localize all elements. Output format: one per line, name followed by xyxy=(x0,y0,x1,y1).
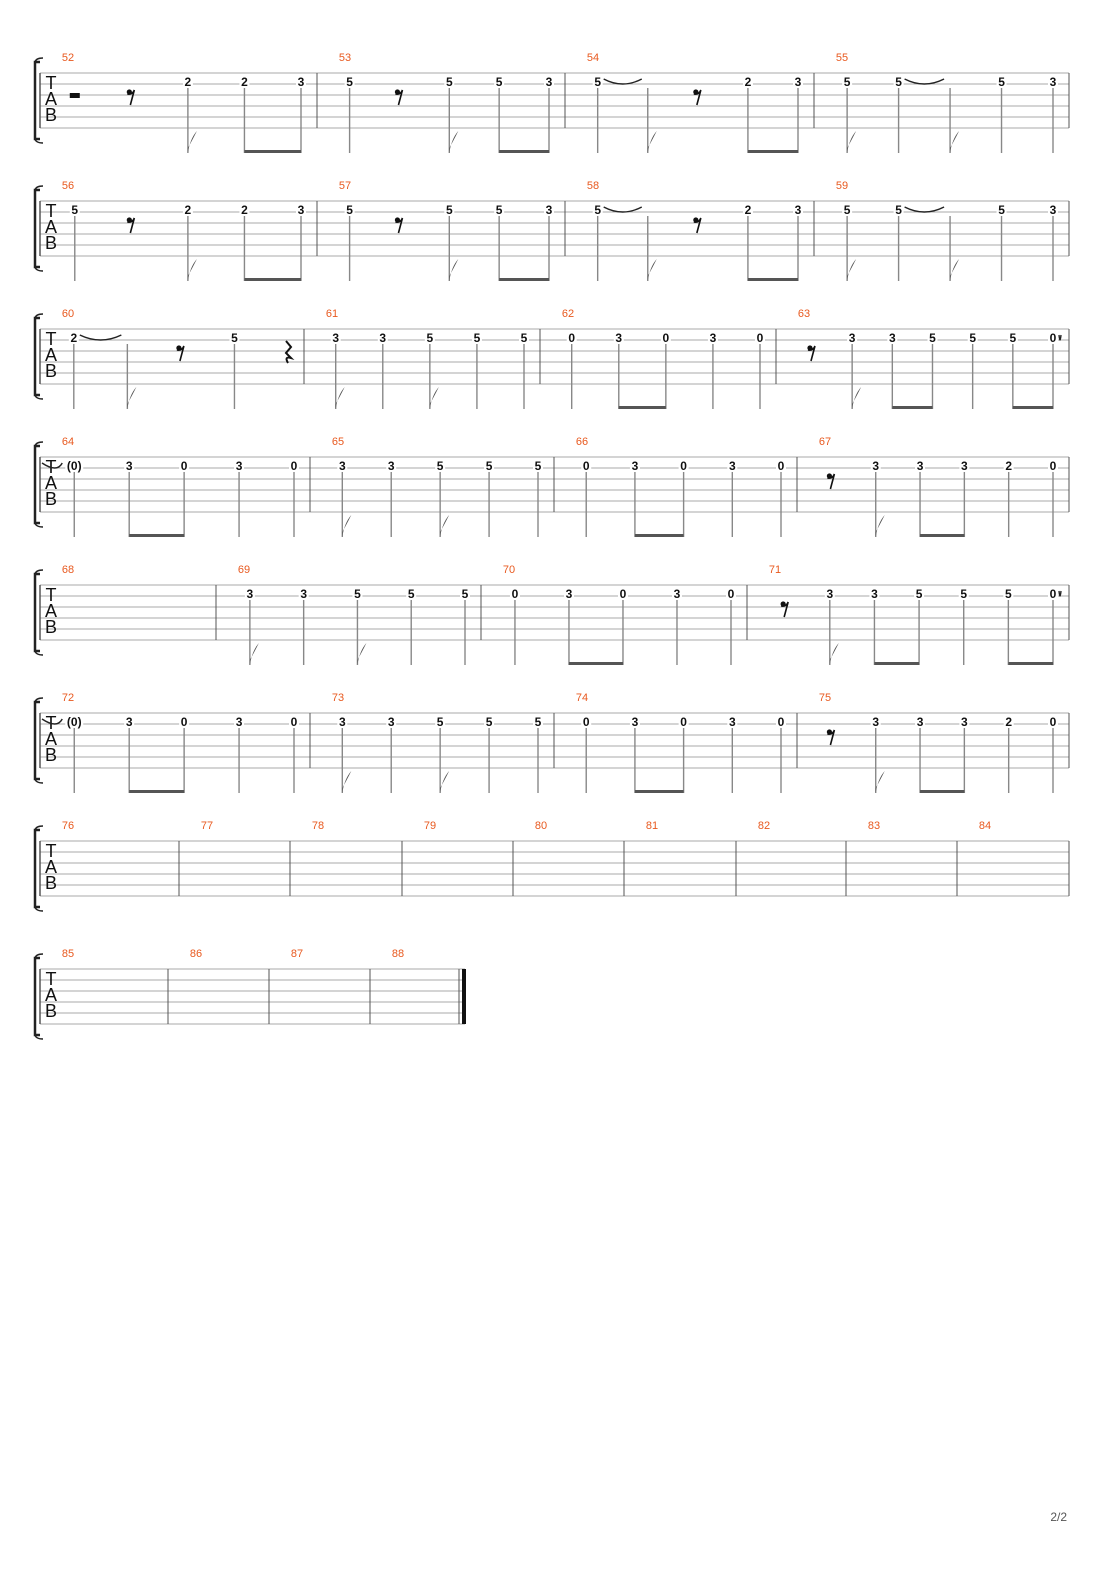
measure-number: 82 xyxy=(757,820,771,832)
tab-clef-letter: B xyxy=(44,745,58,765)
fret-number: 3 xyxy=(871,587,878,601)
fret-number: 3 xyxy=(545,203,553,217)
note-beam xyxy=(129,790,184,793)
fret-number: 2 xyxy=(184,75,192,89)
note-beam xyxy=(920,534,964,537)
note-flag xyxy=(830,643,839,665)
fret-number: (0) xyxy=(66,715,82,729)
measure-number: 85 xyxy=(61,948,75,960)
tie-arc xyxy=(604,207,642,212)
note-beam xyxy=(635,534,684,537)
fret-number: 3 xyxy=(916,459,924,473)
measure-number: 73 xyxy=(331,692,345,704)
measure-number: 57 xyxy=(338,180,352,192)
note-flag xyxy=(430,387,439,409)
note-beam xyxy=(920,790,964,793)
measure-number: 83 xyxy=(867,820,881,832)
fret-number: 3 xyxy=(728,715,736,729)
note-flag xyxy=(440,515,449,537)
fret-number: 3 xyxy=(872,715,880,729)
measure-number: 56 xyxy=(61,180,75,192)
fret-number: 5 xyxy=(436,715,444,729)
fret-number: 5 xyxy=(895,203,902,217)
fret-number: 2 xyxy=(184,203,192,217)
fret-number: 0 xyxy=(680,715,687,729)
fret-number: 3 xyxy=(387,459,395,473)
fret-number: 3 xyxy=(872,459,880,473)
tab-system xyxy=(35,308,1069,409)
fret-number: 3 xyxy=(125,459,133,473)
measure-number: 78 xyxy=(311,820,325,832)
note-flag xyxy=(876,515,885,537)
tie-arc xyxy=(905,207,944,212)
fret-number: 5 xyxy=(407,587,415,601)
tab-system xyxy=(35,52,1069,153)
tie-arc xyxy=(604,79,642,84)
fret-number: 2 xyxy=(1005,715,1013,729)
tab-clef-letter: T xyxy=(45,713,57,733)
fret-number: 0 xyxy=(756,331,764,345)
fret-number: 5 xyxy=(929,331,936,345)
tab-clef-letter: T xyxy=(45,585,57,605)
fret-number: 2 xyxy=(241,203,248,217)
fret-number: 3 xyxy=(235,715,243,729)
fret-number: 0 xyxy=(777,459,785,473)
tab-clef-letter: B xyxy=(44,1001,58,1021)
tab-clef-letter: A xyxy=(44,729,58,749)
measure-number: 71 xyxy=(768,564,782,576)
measure-number: 55 xyxy=(835,52,849,64)
measure-number: 64 xyxy=(61,436,75,448)
tab-system xyxy=(35,820,1069,911)
measure-number: 65 xyxy=(331,436,345,448)
measure-number: 68 xyxy=(61,564,75,576)
tab-clef-letter: B xyxy=(44,873,58,893)
measure-number: 61 xyxy=(325,308,339,320)
tab-clef-letter: B xyxy=(44,233,58,253)
note-flag xyxy=(127,387,136,409)
fret-number: 3 xyxy=(673,587,681,601)
measure-number: 81 xyxy=(645,820,659,832)
fret-number: 3 xyxy=(615,331,623,345)
note-flag xyxy=(440,771,449,793)
fret-number: 3 xyxy=(961,715,968,729)
fret-number: 5 xyxy=(495,203,503,217)
measure-number: 77 xyxy=(200,820,214,832)
fret-number: 5 xyxy=(445,203,453,217)
fret-number: 5 xyxy=(495,75,503,89)
tab-clef-letter: B xyxy=(44,105,58,125)
note-flag xyxy=(250,643,259,665)
fret-number: 5 xyxy=(843,203,851,217)
note-beam xyxy=(499,150,549,153)
measure-number: 53 xyxy=(338,52,352,64)
fret-number: 5 xyxy=(461,587,469,601)
measure-number: 74 xyxy=(575,692,589,704)
fret-number: 3 xyxy=(387,715,395,729)
measure-number: 63 xyxy=(797,308,811,320)
fret-number: 5 xyxy=(998,75,1005,89)
fret-number: 5 xyxy=(534,459,542,473)
note-flag xyxy=(188,131,197,153)
fret-number: 5 xyxy=(445,75,453,89)
tab-clef-letter: A xyxy=(44,857,58,877)
measure-number: 87 xyxy=(290,948,304,960)
fret-number: 3 xyxy=(794,75,802,89)
fret-number: 5 xyxy=(436,459,444,473)
fret-number: 0 xyxy=(1049,459,1057,473)
fret-number: 5 xyxy=(998,203,1005,217)
tab-clef-letter: T xyxy=(45,73,57,93)
note-beam xyxy=(569,662,623,665)
tab-clef-letter: B xyxy=(44,361,58,381)
fret-number: 3 xyxy=(888,331,896,345)
note-flag xyxy=(950,131,959,153)
tie-arc xyxy=(80,335,122,340)
quarter-rest xyxy=(286,341,291,363)
fret-number: 3 xyxy=(338,459,346,473)
tab-clef-letter: A xyxy=(44,985,58,1005)
fret-number: 3 xyxy=(332,331,340,345)
note-beam xyxy=(874,662,919,665)
fret-number: 0 xyxy=(1049,331,1057,345)
fret-number: 5 xyxy=(534,715,542,729)
fret-number: 3 xyxy=(125,715,133,729)
note-beam xyxy=(1013,406,1053,409)
note-flag xyxy=(342,771,351,793)
note-flag xyxy=(357,643,366,665)
measure-number: 79 xyxy=(423,820,437,832)
measure-number: 86 xyxy=(189,948,203,960)
fret-number: 5 xyxy=(354,587,361,601)
fret-number: 3 xyxy=(545,75,553,89)
final-bar-thick xyxy=(462,969,466,1024)
note-flag xyxy=(847,259,856,281)
measure-number: 52 xyxy=(61,52,75,64)
fret-number: 5 xyxy=(969,331,977,345)
fret-number: 5 xyxy=(520,331,528,345)
note-flag xyxy=(852,387,861,409)
tab-system xyxy=(35,564,1069,665)
note-flag xyxy=(188,259,197,281)
fret-number: (0) xyxy=(66,459,82,473)
measure-number: 69 xyxy=(237,564,251,576)
fret-number: 0 xyxy=(180,459,188,473)
fret-number: 5 xyxy=(473,331,481,345)
measure-number: 58 xyxy=(586,180,600,192)
tab-clef-letter: A xyxy=(44,473,58,493)
fret-number: 3 xyxy=(1049,75,1057,89)
note-flag xyxy=(342,515,351,537)
tab-clef-letter: B xyxy=(44,617,58,637)
note-flag xyxy=(950,259,959,281)
fret-number: 3 xyxy=(1049,203,1057,217)
note-flag xyxy=(449,259,458,281)
note-beam xyxy=(1008,662,1053,665)
fret-number: 0 xyxy=(511,587,519,601)
tab-system xyxy=(35,692,1069,793)
note-beam xyxy=(748,150,798,153)
fret-number: 3 xyxy=(631,715,639,729)
measure-number: 59 xyxy=(835,180,849,192)
fret-number: 0 xyxy=(619,587,627,601)
measure-number: 75 xyxy=(818,692,832,704)
fret-number: 2 xyxy=(70,331,78,345)
fret-number: 3 xyxy=(848,331,856,345)
fret-number: 5 xyxy=(960,587,968,601)
note-beam xyxy=(499,278,549,281)
note-beam xyxy=(619,406,666,409)
fret-number: 2 xyxy=(1005,459,1013,473)
fret-number: 0 xyxy=(680,459,687,473)
measure-number: 72 xyxy=(61,692,75,704)
fret-number: 3 xyxy=(728,459,736,473)
fret-number: 3 xyxy=(297,203,305,217)
fret-number: 5 xyxy=(594,203,602,217)
note-beam xyxy=(244,278,301,281)
tab-clef-letter: T xyxy=(45,457,57,477)
fret-number: 5 xyxy=(426,331,434,345)
fret-number: 5 xyxy=(1009,331,1017,345)
measure-number: 60 xyxy=(61,308,75,320)
tie-arc xyxy=(1059,335,1061,340)
measure-number: 80 xyxy=(534,820,548,832)
note-beam xyxy=(129,534,184,537)
fret-number: 0 xyxy=(777,715,785,729)
fret-number: 0 xyxy=(582,715,590,729)
fret-number: 0 xyxy=(1049,715,1057,729)
fret-number: 5 xyxy=(895,75,902,89)
fret-number: 0 xyxy=(662,331,670,345)
note-flag xyxy=(336,387,345,409)
tab-clef-letter: T xyxy=(45,201,57,221)
fret-number: 5 xyxy=(485,715,493,729)
tie-arc xyxy=(905,79,944,84)
fret-number: 3 xyxy=(826,587,834,601)
fret-number: 0 xyxy=(1049,587,1057,601)
fret-number: 2 xyxy=(241,75,248,89)
fret-number: 3 xyxy=(916,715,924,729)
tab-clef-letter: A xyxy=(44,345,58,365)
fret-number: 5 xyxy=(915,587,923,601)
note-beam xyxy=(748,278,798,281)
note-beam xyxy=(244,150,301,153)
measure-number: 54 xyxy=(586,52,600,64)
fret-number: 3 xyxy=(565,587,573,601)
half-rest xyxy=(70,93,80,98)
fret-number: 0 xyxy=(290,459,298,473)
measure-number: 76 xyxy=(61,820,75,832)
note-flag xyxy=(648,131,657,153)
fret-number: 0 xyxy=(582,459,590,473)
fret-number: 3 xyxy=(300,587,307,601)
fret-number: 3 xyxy=(794,203,802,217)
fret-number: 0 xyxy=(568,331,576,345)
fret-number: 5 xyxy=(346,75,353,89)
note-flag xyxy=(648,259,657,281)
fret-number: 5 xyxy=(346,203,353,217)
fret-number: 3 xyxy=(235,459,243,473)
fret-number: 0 xyxy=(290,715,298,729)
fret-number: 2 xyxy=(744,203,752,217)
fret-number: 3 xyxy=(631,459,639,473)
note-flag xyxy=(449,131,458,153)
tab-clef-letter: T xyxy=(45,841,57,861)
note-beam xyxy=(892,406,932,409)
note-beam xyxy=(635,790,684,793)
tab-clef-letter: A xyxy=(44,217,58,237)
fret-number: 3 xyxy=(709,331,717,345)
tab-clef-letter: A xyxy=(44,89,58,109)
fret-number: 2 xyxy=(744,75,752,89)
tab-clef-letter: T xyxy=(45,329,57,349)
tie-arc xyxy=(1059,591,1061,596)
tab-system xyxy=(35,180,1069,281)
tab-clef-letter: A xyxy=(44,601,58,621)
fret-number: 0 xyxy=(727,587,735,601)
fret-number: 5 xyxy=(843,75,851,89)
fret-number: 3 xyxy=(246,587,254,601)
fret-number: 5 xyxy=(485,459,493,473)
fret-number: 3 xyxy=(961,459,968,473)
fret-number: 3 xyxy=(297,75,305,89)
fret-number: 5 xyxy=(1005,587,1012,601)
note-flag xyxy=(876,771,885,793)
measure-number: 67 xyxy=(818,436,832,448)
fret-number: 0 xyxy=(180,715,188,729)
measure-number: 70 xyxy=(502,564,516,576)
fret-number: 3 xyxy=(338,715,346,729)
note-flag xyxy=(847,131,856,153)
fret-number: 3 xyxy=(379,331,387,345)
tab-clef-letter: B xyxy=(44,489,58,509)
fret-number: 5 xyxy=(71,203,79,217)
measure-number: 66 xyxy=(575,436,589,448)
measure-number: 88 xyxy=(391,948,405,960)
tab-system xyxy=(35,948,466,1039)
fret-number: 5 xyxy=(594,75,602,89)
measure-number: 84 xyxy=(978,820,992,832)
tab-clef-letter: T xyxy=(45,969,57,989)
tab-system xyxy=(35,436,1069,537)
fret-number: 5 xyxy=(231,331,238,345)
measure-number: 62 xyxy=(561,308,575,320)
page-number: 2/2 xyxy=(1050,1510,1067,1524)
